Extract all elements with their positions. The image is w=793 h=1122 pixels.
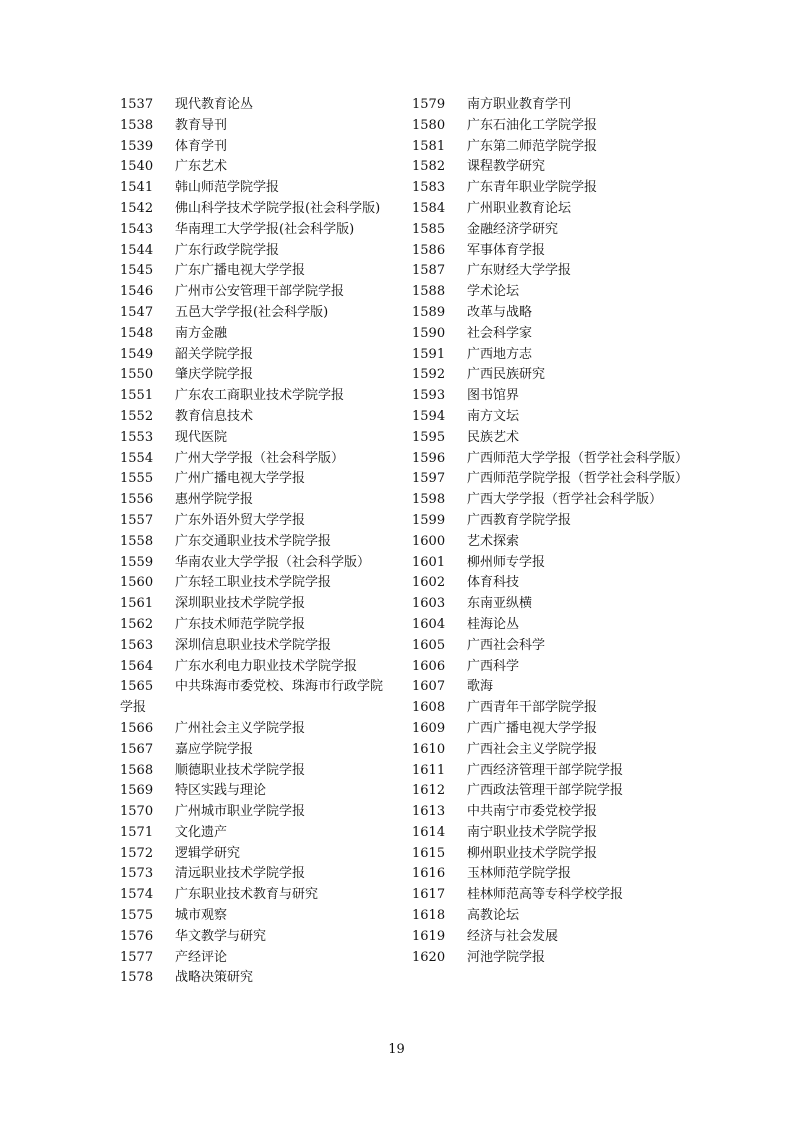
list-item <box>120 719 390 740</box>
entry-number: 1585 <box>412 221 446 237</box>
entry-number: 1596 <box>412 450 446 466</box>
list-item <box>412 303 682 324</box>
journal-title: 艺术探索 <box>467 533 520 549</box>
entry-number: 1556 <box>120 492 154 508</box>
list-item <box>120 594 390 615</box>
entry-number: 1546 <box>120 284 154 300</box>
list-item <box>120 490 390 511</box>
entry-number: 1583 <box>412 180 446 196</box>
journal-title: 现代医院 <box>175 429 228 445</box>
list-item <box>412 407 682 428</box>
journal-title: 广西政法管理干部学院学报 <box>467 783 624 799</box>
entry-number: 1618 <box>412 908 446 924</box>
list-item <box>120 823 390 844</box>
journal-title: 学术论坛 <box>467 284 520 300</box>
list-item <box>412 469 689 490</box>
entry-number: 1598 <box>412 492 446 508</box>
journal-title: 嘉应学院学报 <box>175 741 254 757</box>
journal-title: 中共南宁市委党校学报 <box>467 804 598 820</box>
entry-number: 1604 <box>412 616 446 632</box>
entry-number: 1594 <box>412 408 446 424</box>
journal-title: 东南亚纵横 <box>467 596 533 612</box>
journal-title: 玉林师范学院学报 <box>467 866 572 882</box>
journal-title: 桂海论丛 <box>467 616 520 632</box>
list-item <box>120 761 390 782</box>
list-item <box>412 449 689 470</box>
entry-number: 1564 <box>120 658 154 674</box>
journal-title: 广州社会主义学院学报 <box>175 720 306 736</box>
list-item <box>412 927 682 948</box>
entry-number: 1537 <box>120 97 154 112</box>
journal-title: 韶关学院学报 <box>175 346 254 362</box>
journal-title: 广州广播电视大学学报 <box>175 471 306 487</box>
journal-title: 高教论坛 <box>467 908 520 924</box>
journal-title: 河池学院学报 <box>467 949 546 965</box>
entry-number: 1595 <box>412 429 446 445</box>
entry-number: 1573 <box>120 866 154 882</box>
journal-title: 中共珠海市委党校、珠海市行政学院学报 <box>120 679 384 716</box>
entry-number: 1588 <box>412 284 446 300</box>
list-item <box>120 178 390 199</box>
list-item <box>412 698 682 719</box>
entry-number: 1544 <box>120 242 154 258</box>
journal-title: 深圳信息职业技术学院学报 <box>175 637 332 653</box>
list-item <box>120 199 390 220</box>
journal-title: 南方职业教育学刊 <box>467 97 572 112</box>
entry-number: 1599 <box>412 512 446 528</box>
list-item <box>412 553 682 574</box>
journal-title: 广东水利电力职业技术学院学报 <box>175 658 358 674</box>
entry-number: 1541 <box>120 180 154 196</box>
list-item <box>412 761 682 782</box>
journal-title: 广西教育学院学报 <box>467 512 572 528</box>
entry-number: 1543 <box>120 221 154 237</box>
entry-number: 1545 <box>120 263 154 279</box>
entry-number: 1565 <box>120 679 154 695</box>
list-item <box>120 968 390 989</box>
list-item <box>120 844 390 865</box>
list-item <box>120 261 390 282</box>
list-item <box>412 490 682 511</box>
journal-title: 产经评论 <box>175 949 228 965</box>
list-item <box>412 95 682 116</box>
list-item <box>120 220 390 241</box>
journal-title: 体育学刊 <box>175 138 228 154</box>
left-column <box>120 95 390 989</box>
list-item <box>412 802 682 823</box>
journal-title: 柳州师专学报 <box>467 554 546 570</box>
journal-title: 深圳职业技术学院学报 <box>175 596 306 612</box>
entry-number: 1605 <box>412 637 446 653</box>
entry-number: 1578 <box>120 970 154 986</box>
entry-number: 1607 <box>412 679 446 695</box>
entry-number: 1551 <box>120 388 154 404</box>
list-item <box>412 823 682 844</box>
entry-number: 1549 <box>120 346 154 362</box>
entry-number: 1579 <box>412 97 446 112</box>
entry-number: 1609 <box>412 720 446 736</box>
list-item <box>120 407 390 428</box>
journal-title: 华文教学与研究 <box>175 928 267 944</box>
entry-number: 1558 <box>120 533 154 549</box>
list-item <box>412 116 682 137</box>
list-item <box>412 428 682 449</box>
journal-title: 南方文坛 <box>467 408 520 424</box>
journal-title: 广东外语外贸大学学报 <box>175 512 306 528</box>
journal-title: 城市观察 <box>175 908 228 924</box>
journal-title: 体育科技 <box>467 575 520 591</box>
list-item <box>412 511 682 532</box>
journal-title: 南宁职业技术学院学报 <box>467 824 598 840</box>
journal-title: 清远职业技术学院学报 <box>175 866 306 882</box>
list-item <box>120 677 390 719</box>
journal-title: 广东广播电视大学学报 <box>175 263 306 279</box>
journal-title: 南方金融 <box>175 325 228 341</box>
entry-number: 1619 <box>412 928 446 944</box>
journal-title: 教育导刊 <box>175 117 228 133</box>
entry-number: 1586 <box>412 242 446 258</box>
entry-number: 1562 <box>120 616 154 632</box>
journal-title: 广西社会主义学院学报 <box>467 741 598 757</box>
entry-number: 1581 <box>412 138 446 154</box>
journal-title: 惠州学院学报 <box>175 492 254 508</box>
entry-number: 1539 <box>120 138 154 154</box>
list-item <box>412 906 682 927</box>
entry-number: 1589 <box>412 304 446 320</box>
list-item <box>120 303 390 324</box>
list-item <box>120 386 390 407</box>
entry-number: 1547 <box>120 304 154 320</box>
list-item <box>412 157 682 178</box>
entry-number: 1600 <box>412 533 446 549</box>
list-item <box>120 137 390 158</box>
entry-number: 1555 <box>120 471 154 487</box>
entry-number: 1610 <box>412 741 446 757</box>
journal-title: 改革与战略 <box>467 304 533 320</box>
list-item <box>412 864 682 885</box>
entry-number: 1584 <box>412 200 446 216</box>
journal-title: 社会科学家 <box>467 325 533 341</box>
journal-title: 广西师范大学学报（哲学社会科学版） <box>467 450 689 466</box>
journal-title: 广东技术师范学院学报 <box>175 616 306 632</box>
journal-title: 桂林师范高等专科学校学报 <box>467 887 624 903</box>
list-item <box>120 927 390 948</box>
list-item <box>412 885 682 906</box>
entry-number: 1571 <box>120 824 154 840</box>
list-item <box>412 948 682 969</box>
entry-number: 1548 <box>120 325 154 341</box>
list-item <box>412 345 682 366</box>
entry-number: 1616 <box>412 866 446 882</box>
list-item <box>412 677 682 698</box>
entry-number: 1574 <box>120 887 154 903</box>
entry-number: 1612 <box>412 783 446 799</box>
entry-number: 1614 <box>412 824 446 840</box>
list-item <box>120 428 390 449</box>
journal-title: 柳州职业技术学院学报 <box>467 845 598 861</box>
journal-title: 广东艺术 <box>175 159 228 175</box>
journal-title: 肇庆学院学报 <box>175 367 254 383</box>
entry-number: 1603 <box>412 596 446 612</box>
journal-title: 广州职业教育论坛 <box>467 200 572 216</box>
list-item <box>120 802 390 823</box>
journal-title: 特区实践与理论 <box>175 783 267 799</box>
journal-title: 佛山科学技术学院学报(社会科学版) <box>175 200 381 216</box>
list-item <box>120 282 390 303</box>
list-item <box>120 615 390 636</box>
list-item <box>120 864 390 885</box>
list-item <box>412 719 682 740</box>
list-item <box>120 469 390 490</box>
entry-number: 1567 <box>120 741 154 757</box>
journal-title: 歌海 <box>467 679 494 695</box>
entry-number: 1608 <box>412 700 446 716</box>
list-item <box>120 553 390 574</box>
list-item <box>412 365 682 386</box>
entry-number: 1617 <box>412 887 446 903</box>
list-item <box>120 657 390 678</box>
journal-title: 广东石油化工学院学报 <box>467 117 598 133</box>
journal-title: 广东财经大学学报 <box>467 263 572 279</box>
list-item <box>120 157 390 178</box>
journal-title: 军事体育学报 <box>467 242 546 258</box>
journal-title: 广西地方志 <box>467 346 533 362</box>
journal-title: 广西科学 <box>467 658 520 674</box>
journal-title: 华南农业大学学报（社会科学版） <box>175 554 371 570</box>
journal-title: 战略决策研究 <box>175 970 254 986</box>
list-item <box>412 137 682 158</box>
entry-number: 1566 <box>120 720 154 736</box>
journal-title: 现代教育论丛 <box>175 97 254 112</box>
list-item <box>120 740 390 761</box>
entry-number: 1568 <box>120 762 154 778</box>
list-item <box>412 220 682 241</box>
journal-title: 教育信息技术 <box>175 408 254 424</box>
list-item <box>412 282 682 303</box>
entry-number: 1597 <box>412 471 446 487</box>
journal-title: 广西广播电视大学学报 <box>467 720 598 736</box>
list-item <box>120 95 390 116</box>
entry-number: 1611 <box>412 762 446 778</box>
right-column <box>412 95 689 968</box>
entry-number: 1615 <box>412 845 446 861</box>
journal-title: 广州市公安管理干部学院学报 <box>175 284 345 300</box>
list-item <box>120 365 390 386</box>
journal-title: 广东行政学院学报 <box>175 242 280 258</box>
journal-title: 五邑大学学报(社会科学版) <box>175 304 329 320</box>
journal-title: 民族艺术 <box>467 429 520 445</box>
list-item <box>412 199 682 220</box>
list-item <box>120 781 390 802</box>
list-item <box>412 594 682 615</box>
journal-title: 广西青年干部学院学报 <box>467 700 598 716</box>
list-item <box>412 261 682 282</box>
entry-number: 1559 <box>120 554 154 570</box>
list-item <box>120 573 390 594</box>
journal-title: 经济与社会发展 <box>467 928 559 944</box>
journal-title: 广东农工商职业技术学院学报 <box>175 388 345 404</box>
list-item <box>412 241 682 262</box>
entry-number: 1587 <box>412 263 446 279</box>
journal-title: 文化遗产 <box>175 824 228 840</box>
entry-number: 1575 <box>120 908 154 924</box>
entry-number: 1620 <box>412 949 446 965</box>
list-item <box>412 844 682 865</box>
journal-title: 广西民族研究 <box>467 367 546 383</box>
entry-number: 1601 <box>412 554 446 570</box>
page-number: 19 <box>388 1042 405 1057</box>
list-item <box>412 740 682 761</box>
list-item <box>412 532 682 553</box>
entry-number: 1591 <box>412 346 446 362</box>
list-item <box>120 948 390 969</box>
journal-title: 金融经济学研究 <box>467 221 559 237</box>
list-item <box>412 636 682 657</box>
journal-title: 逻辑学研究 <box>175 845 241 861</box>
entry-number: 1593 <box>412 388 446 404</box>
entry-number: 1576 <box>120 928 154 944</box>
entry-number: 1553 <box>120 429 154 445</box>
list-item <box>412 178 682 199</box>
journal-title: 广西师范学院学报（哲学社会科学版） <box>467 471 689 487</box>
journal-title: 广西经济管理干部学院学报 <box>467 762 624 778</box>
entry-number: 1606 <box>412 658 446 674</box>
list-item <box>412 615 682 636</box>
entry-number: 1613 <box>412 804 446 820</box>
entry-number: 1554 <box>120 450 154 466</box>
list-item <box>120 532 390 553</box>
entry-number: 1538 <box>120 117 154 133</box>
list-item <box>120 324 390 345</box>
list-item <box>120 449 390 470</box>
journal-title: 广东职业技术教育与研究 <box>175 887 319 903</box>
entry-number: 1563 <box>120 637 154 653</box>
journal-title: 韩山师范学院学报 <box>175 180 280 196</box>
list-item <box>120 345 390 366</box>
entry-number: 1582 <box>412 159 446 175</box>
journal-title: 广东第二师范学院学报 <box>467 138 598 154</box>
journal-title: 课程教学研究 <box>467 159 546 175</box>
list-item <box>412 781 682 802</box>
entry-number: 1592 <box>412 367 446 383</box>
list-item <box>120 885 390 906</box>
list-item <box>412 573 682 594</box>
entry-number: 1572 <box>120 845 154 861</box>
journal-title: 广东青年职业学院学报 <box>467 180 598 196</box>
entry-number: 1552 <box>120 408 154 424</box>
list-item <box>120 241 390 262</box>
entry-number: 1577 <box>120 949 154 965</box>
list-item <box>412 324 682 345</box>
list-item <box>120 906 390 927</box>
entry-number: 1590 <box>412 325 446 341</box>
journal-title: 顺德职业技术学院学报 <box>175 762 306 778</box>
entry-number: 1570 <box>120 804 154 820</box>
entry-number: 1602 <box>412 575 446 591</box>
journal-title: 广东轻工职业技术学院学报 <box>175 575 332 591</box>
list-item <box>412 386 682 407</box>
journal-title: 广州大学学报（社会科学版） <box>175 450 345 466</box>
list-item <box>120 636 390 657</box>
entry-number: 1580 <box>412 117 446 133</box>
list-item <box>120 116 390 137</box>
entry-number: 1569 <box>120 783 154 799</box>
journal-title: 广西大学学报（哲学社会科学版） <box>467 492 663 508</box>
entry-number: 1550 <box>120 367 154 383</box>
list-item <box>120 511 390 532</box>
entry-number: 1561 <box>120 596 154 612</box>
journal-title: 广西社会科学 <box>467 637 546 653</box>
journal-title: 广东交通职业技术学院学报 <box>175 533 332 549</box>
journal-title: 广州城市职业学院学报 <box>175 804 306 820</box>
entry-number: 1560 <box>120 575 154 591</box>
entry-number: 1557 <box>120 512 154 528</box>
entry-number: 1542 <box>120 200 154 216</box>
list-item <box>412 657 682 678</box>
journal-title: 图书馆界 <box>467 388 520 404</box>
journal-title: 华南理工大学学报(社会科学版) <box>175 221 355 237</box>
entry-number: 1540 <box>120 159 154 175</box>
